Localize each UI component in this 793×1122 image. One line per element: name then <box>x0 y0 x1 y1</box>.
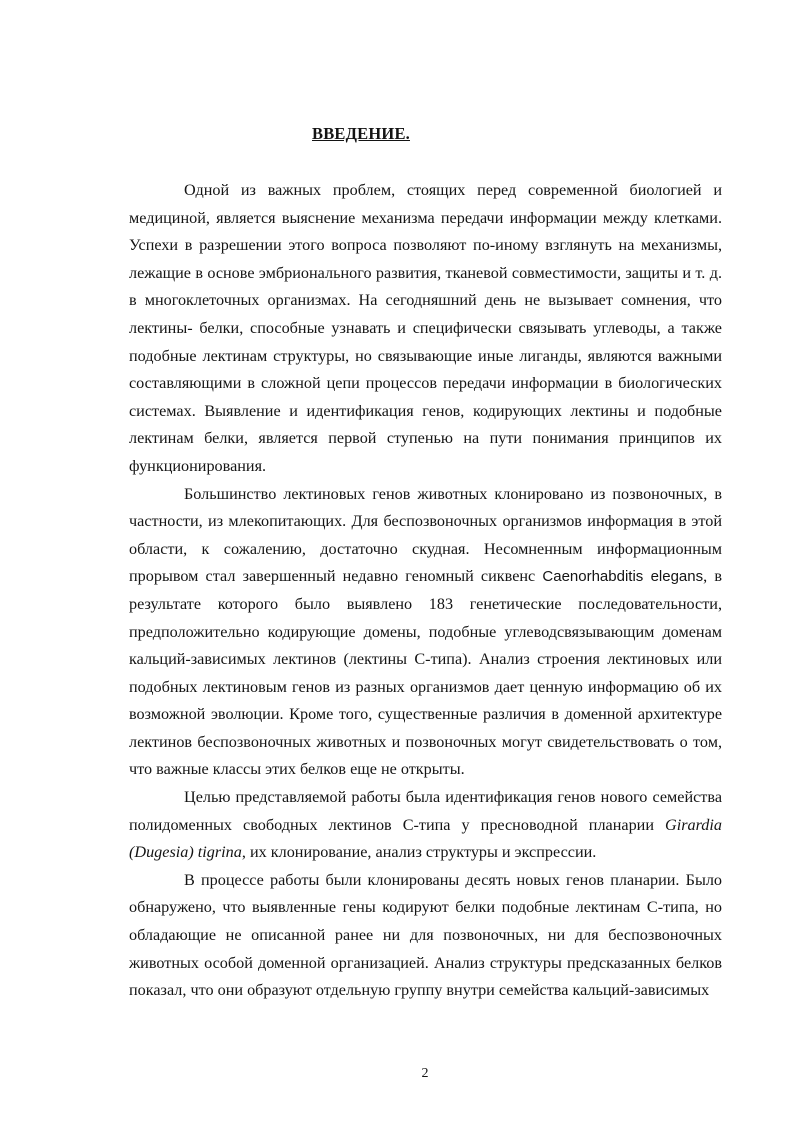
document-body <box>129 177 722 1005</box>
species-name-girardia: Girardia (Dugesia) tigrina <box>129 815 722 862</box>
section-heading: ВВЕДЕНИЕ. <box>312 124 410 143</box>
paragraph-lectin-genes <box>129 481 722 785</box>
species-name-c-elegans: Caenorhabditis elegans <box>542 568 704 586</box>
paragraph-lectin-genes-text-end: , в результате которого было выявлено 183 генетические последовательности, предположительно кодирующие домены, подобные углеводсвязывающим доменам кальций-зависимых лектинов (лектины С-типа). Анализ строения лектиновых или подобных лектиновым генов из разных организмов дает ценную информацию об их возможной эволюции. Кроме того, существенные различия в доменной архитектуре лектинов беспозвоночных животных и позвоночных могут свидетельствовать о том, что важные классы этих белков еще не открыты. <box>129 567 722 779</box>
paragraph-aim <box>129 784 722 867</box>
paragraph-aim-text-end: , их клонирование, анализ структуры и экспрессии. <box>241 843 597 862</box>
paragraph-lectin-genes-text-start: Большинство лектиновых генов животных клонировано из позвоночных, в частности, из млекопитающих. Для беспозвоночных организмов информация в этой области, к сожалению, достаточно скудная. Несомненным информационным прорывом стал завершенный недавно геномный сиквенс <box>129 484 722 586</box>
page-number: 2 <box>421 1066 429 1081</box>
paragraph-aim-text-start: Целью представляемой работы была идентификация генов нового семейства полидоменных свободных лектинов С-типа у пресноводной планарии <box>129 788 722 834</box>
paragraph-intro: Одной из важных проблем, стоящих перед современной биологией и медициной, является выяснение механизма передачи информации между клетками. Успехи в разрешении этого вопроса позволяют по-иному взглянуть на механизмы, лежащие в основе эмбрионального развития, тканевой совместимости, защиты и т. д. в многоклеточных организмах. На сегодняшний день не вызывает сомнения, что лектины- белки, способные узнавать и специфически связывать углеводы, а также подобные лектинам структуры, но связывающие иные лиганды, являются важными составляющими в сложной цепи процессов передачи информации в биологических системах. Выявление и идентификация генов, кодирующих лектины и подобные лектинам белки, является первой ступенью на пути понимания принципов их функционирования. <box>129 181 722 475</box>
paragraph-results: В процессе работы были клонированы десять новых генов планарии. Было обнаружено, что выявленные гены кодируют белки подобные лектинам С-типа, но обладающие не описанной ранее ни для позвоночных, ни для беспозвоночных животных особой доменной организацией. Анализ структуры предсказанных белков показал, что они образуют отдельную группу внутри семейства кальций-зависимых <box>129 870 722 1000</box>
